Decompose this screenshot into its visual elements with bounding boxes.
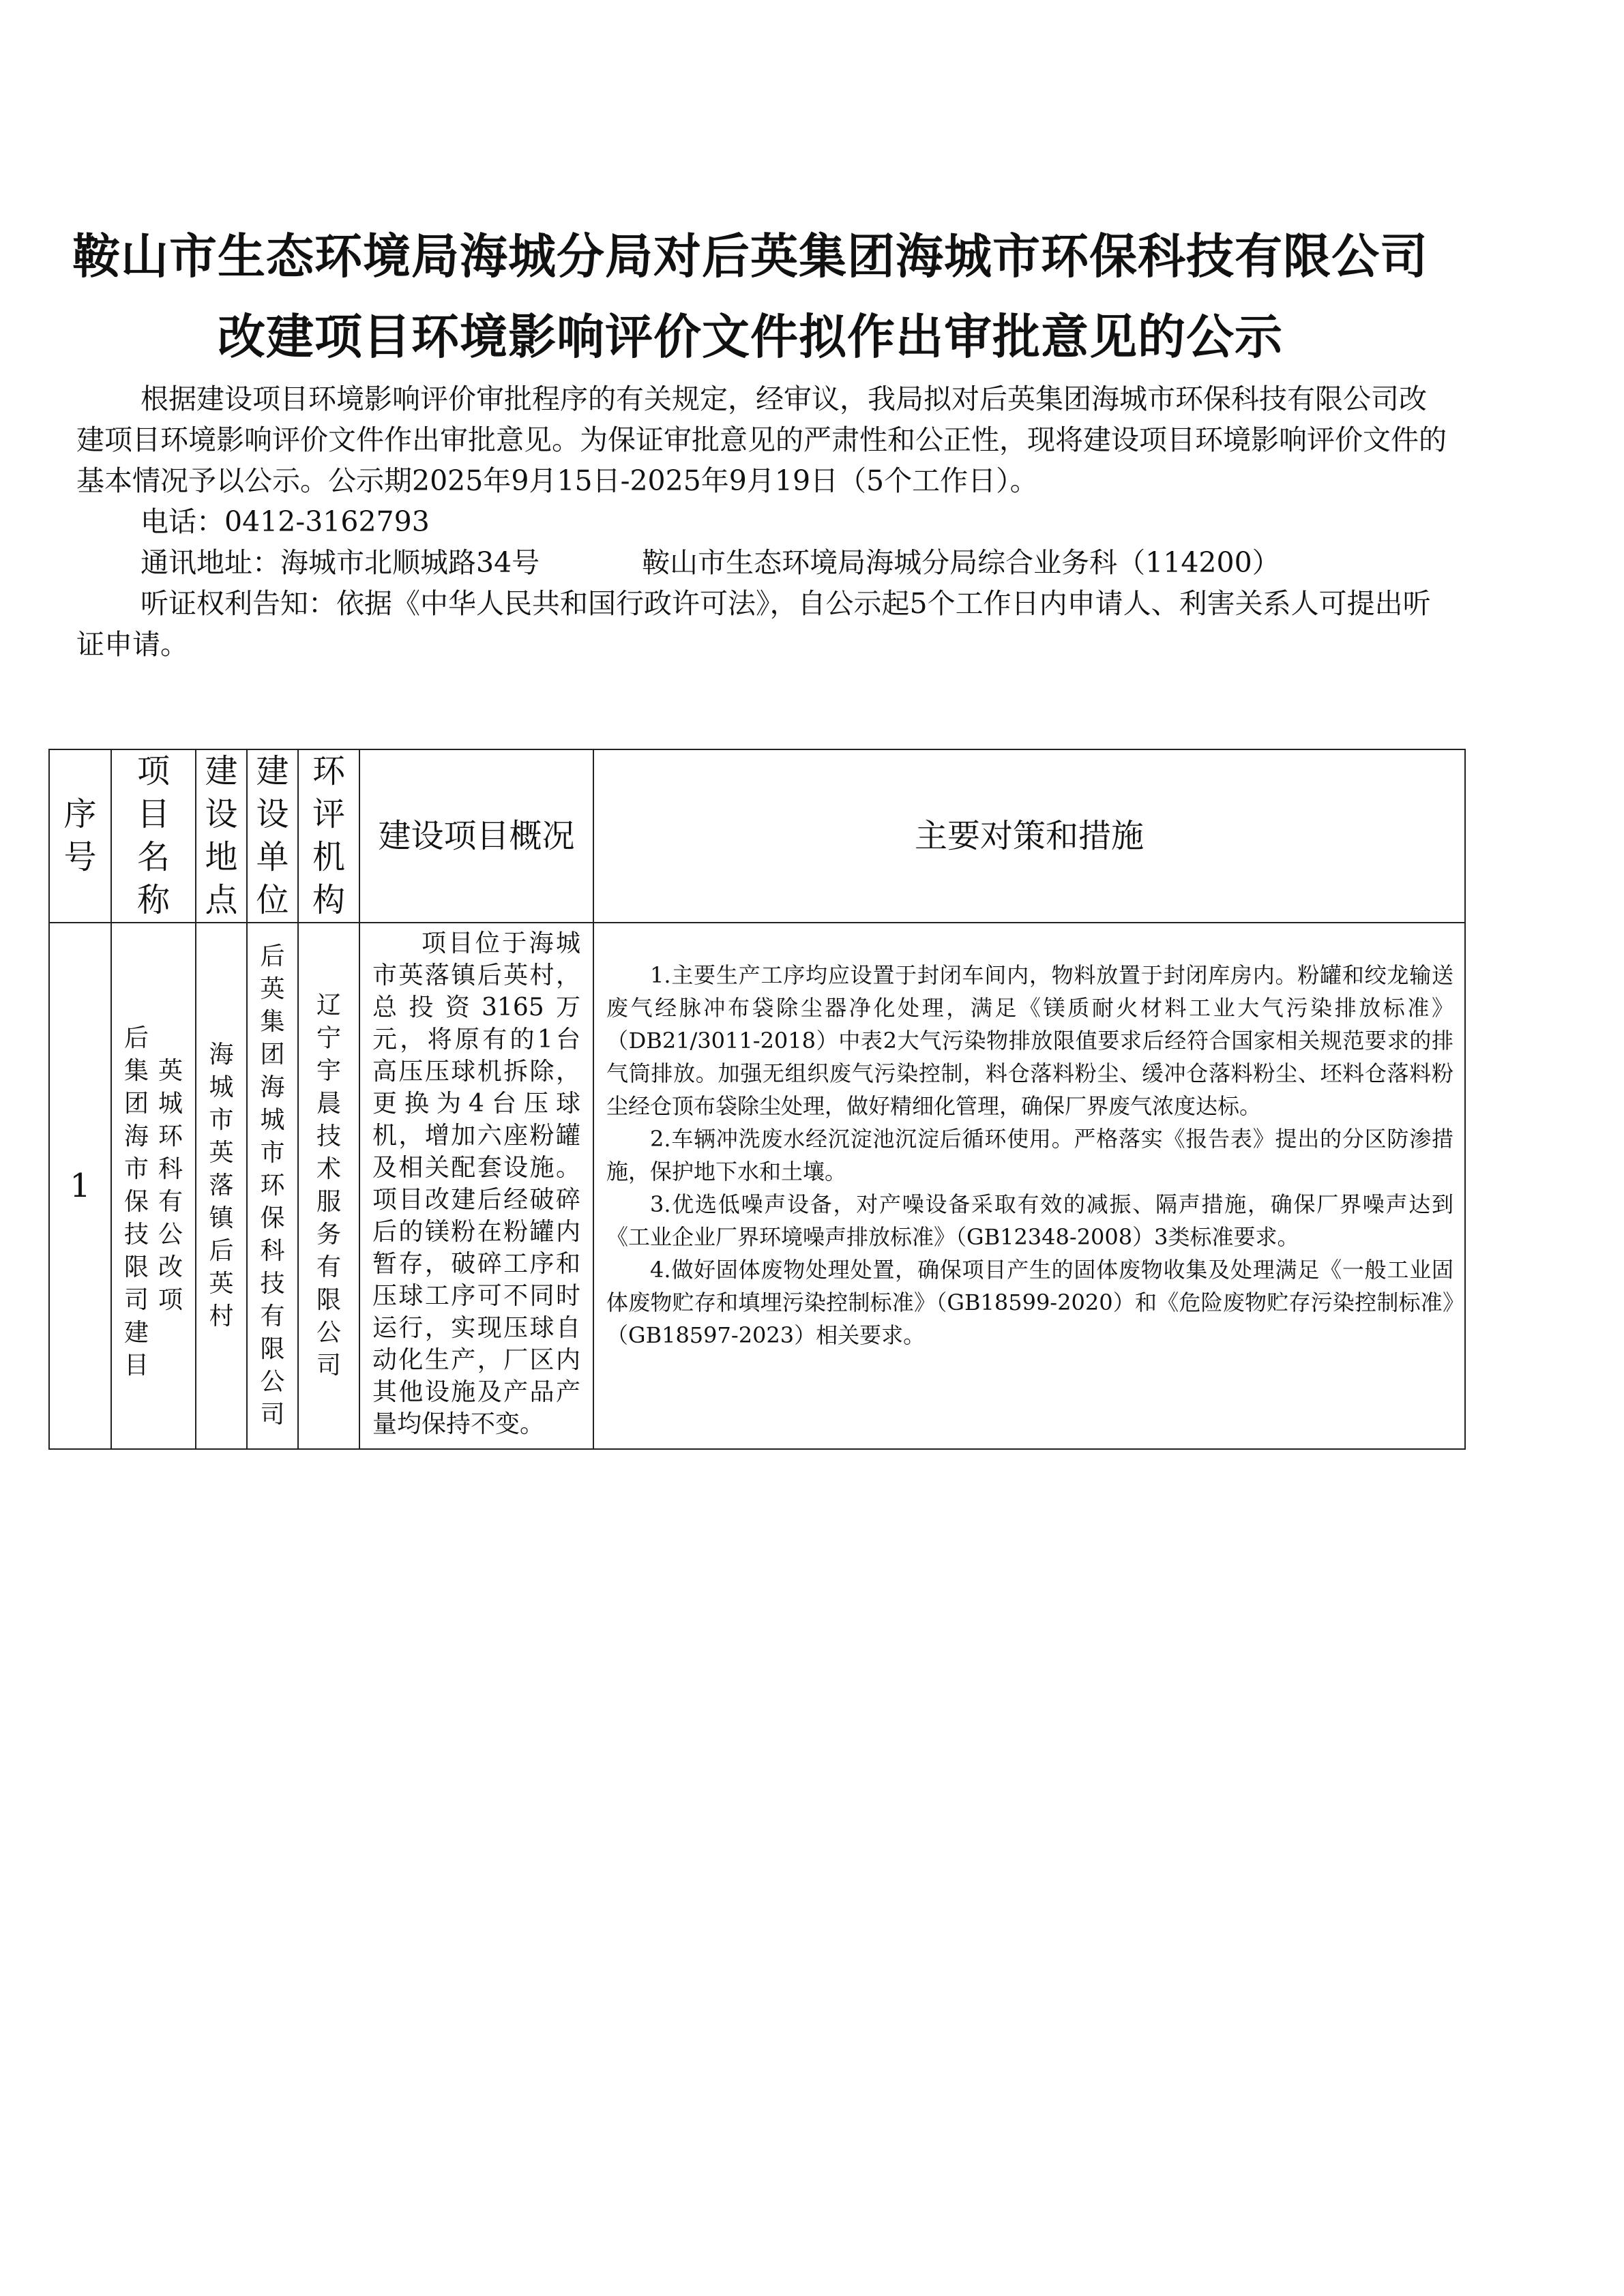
header-overview: 建设项目概况: [359, 749, 593, 923]
header-location: 建设地点: [196, 749, 247, 923]
row-agency: 辽宁宇晨技术服务有限公司: [298, 923, 359, 1449]
header-unit: 建设单位: [247, 749, 298, 923]
measure-item: 3.优选低噪声设备，对产噪设备采取有效的减振、隔声措施，确保厂界噪声达到《工业企业厂界环境噪声排放标准》（GB12348-2008）3类标准要求。: [606, 1191, 1453, 1250]
hearing-notice: 听证权利告知：依据《中华人民共和国行政许可法》，自公示起5个工作日内申请人、利害关系人可提出听证申请。: [76, 587, 1431, 661]
row-location: 海城市英落镇后英村: [196, 923, 247, 1449]
intro-paragraph: 根据建设项目环境影响评价审批程序的有关规定，经审议，我局拟对后英集团海城市环保科技有限公司改建项目环境影响评价文件作出审批意见。为保证审批意见的严肃性和公正性，现将建设项目环境影响评价文件的基本情况予以公示。公示期2025年9月15日-2025年9月19日（5个工作日）。: [76, 383, 1447, 497]
department-text: 鞍山市生态环境局海城分局综合业务科（114200）: [642, 546, 1280, 579]
row-name-left: 后集团海市保技限司建目: [124, 1024, 149, 1380]
row-overview: 项目位于海城市英落镇后英村，总投资3165万元，将原有的1台高压压球机拆除，更换为4台压球机，增加六座粉罐及相关配套设施。项目改建后经破碎后的镁粉在粉罐内暂存，破碎工序和压球工序可不同时运行，实现压球自动化生产，厂区内其他设施及产品产量均保持不变。: [359, 923, 593, 1449]
intro-section: [76, 378, 1447, 665]
table-row: [49, 923, 1465, 1449]
address-text: 通讯地址：海城市北顺城路34号: [141, 546, 540, 579]
row-name-right: 英城环科有公改项: [158, 1057, 183, 1314]
header-agency: 环评机构: [298, 749, 359, 923]
table-header-row: [49, 749, 1465, 923]
measure-item: 2.车辆冲洗废水经沉淀池沉淀后循环使用。严格落实《报告表》提出的分区防渗措施，保护地下水和土壤。: [606, 1126, 1453, 1184]
measure-item: 1.主要生产工序均应设置于封闭车间内，物料放置于封闭库房内。粉罐和绞龙输送废气经脉冲布袋除尘器净化处理，满足《镁质耐火材料工业大气污染排放标准》（DB21/3011-2018）中表2大气污染物排放限值要求后经符合国家相关规范要求的排气筒排放。加强无组织废气污染控制，料仓落料粉尘、缓冲仓落料粉尘、坯料仓落料粉尘经仓顶布袋除尘处理，做好精细化管理，确保厂界废气浓度达标。: [606, 962, 1453, 1119]
header-name: 项目名称: [111, 749, 196, 923]
header-measures: 主要对策和措施: [593, 749, 1465, 923]
document-title-line2: 改建项目环境影响评价文件拟作出审批意见的公示: [218, 309, 1283, 365]
measure-item: 4.做好固体废物处理处置，确保项目产生的固体废物收集及处理满足《一般工业固体废物贮存和填埋污染控制标准》（GB18599-2020）和《危险废物贮存污染控制标准》（GB18597-2023）相关要求。: [606, 1257, 1453, 1348]
row-unit: 后英集团海城市环保科技有限公司: [247, 923, 298, 1449]
header-seq: 序号: [49, 749, 111, 923]
row-measures: [593, 923, 1465, 1449]
row-seq: 1: [49, 923, 111, 1449]
phone-line: 电话：0412-3162793: [141, 505, 430, 538]
document-title-line1: 鞍山市生态环境局海城分局对后英集团海城市环保科技有限公司: [72, 228, 1428, 284]
row-name: [111, 923, 196, 1449]
project-table: [48, 749, 1466, 1450]
address-line: [76, 542, 1447, 583]
